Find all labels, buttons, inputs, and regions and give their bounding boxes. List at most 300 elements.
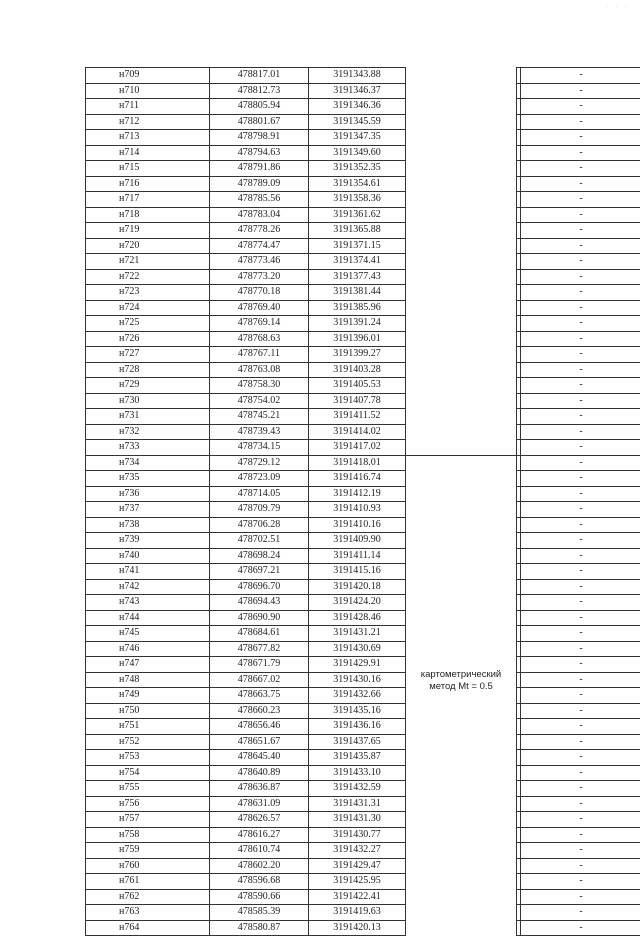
point-name-cell: н712	[86, 114, 210, 130]
table-row	[86, 548, 640, 564]
point-name-cell: н731	[86, 409, 210, 425]
table-row	[86, 827, 640, 843]
accuracy-dash-cell: -	[521, 750, 640, 766]
point-name-cell: н763	[86, 905, 210, 921]
x-coordinate-cell: 478805.94	[210, 99, 309, 115]
accuracy-dash-cell: -	[521, 703, 640, 719]
accuracy-dash-cell: -	[521, 688, 640, 704]
table-row	[86, 347, 640, 363]
y-coordinate-cell: 3191411.14	[309, 548, 406, 564]
accuracy-dash-cell: -	[521, 130, 640, 146]
point-name-cell: н750	[86, 703, 210, 719]
method-cell	[406, 579, 517, 595]
y-coordinate-cell: 3191435.16	[309, 703, 406, 719]
point-name-cell: н752	[86, 734, 210, 750]
method-cell	[406, 424, 517, 440]
table-row	[86, 316, 640, 332]
point-name-cell: н740	[86, 548, 210, 564]
table-row	[86, 68, 640, 84]
point-name-cell: н715	[86, 161, 210, 177]
y-coordinate-cell: 3191430.69	[309, 641, 406, 657]
accuracy-dash-cell: -	[521, 207, 640, 223]
method-cell	[406, 486, 517, 502]
x-coordinate-cell: 478739.43	[210, 424, 309, 440]
scan-corner-mark: · · ·	[606, 4, 630, 10]
table-row	[86, 269, 640, 285]
table-row	[86, 533, 640, 549]
table-row	[86, 920, 640, 936]
table-row	[86, 672, 640, 688]
point-name-cell: н736	[86, 486, 210, 502]
y-coordinate-cell: 3191428.46	[309, 610, 406, 626]
method-cell	[406, 564, 517, 580]
y-coordinate-cell: 3191433.10	[309, 765, 406, 781]
accuracy-dash-cell: -	[521, 269, 640, 285]
accuracy-dash-cell: -	[521, 99, 640, 115]
y-coordinate-cell: 3191371.15	[309, 238, 406, 254]
x-coordinate-cell: 478778.26	[210, 223, 309, 239]
method-cell	[406, 440, 517, 456]
y-coordinate-cell: 3191391.24	[309, 316, 406, 332]
accuracy-dash-cell: -	[521, 440, 640, 456]
accuracy-dash-cell: -	[521, 486, 640, 502]
y-coordinate-cell: 3191349.60	[309, 145, 406, 161]
accuracy-dash-cell: -	[521, 254, 640, 270]
method-cell	[406, 641, 517, 657]
method-cell	[406, 672, 517, 688]
accuracy-dash-cell: -	[521, 812, 640, 828]
x-coordinate-cell: 478801.67	[210, 114, 309, 130]
table-row	[86, 331, 640, 347]
y-coordinate-cell: 3191432.59	[309, 781, 406, 797]
x-coordinate-cell: 478697.21	[210, 564, 309, 580]
x-coordinate-cell: 478585.39	[210, 905, 309, 921]
accuracy-dash-cell: -	[521, 734, 640, 750]
y-coordinate-cell: 3191432.66	[309, 688, 406, 704]
accuracy-dash-cell: -	[521, 564, 640, 580]
x-coordinate-cell: 478734.15	[210, 440, 309, 456]
method-cell	[406, 130, 517, 146]
y-coordinate-cell: 3191352.35	[309, 161, 406, 177]
method-cell	[406, 843, 517, 859]
x-coordinate-cell: 478789.09	[210, 176, 309, 192]
x-coordinate-cell: 478758.30	[210, 378, 309, 394]
table-row	[86, 471, 640, 487]
accuracy-dash-cell: -	[521, 672, 640, 688]
point-name-cell: н733	[86, 440, 210, 456]
y-coordinate-cell: 3191403.28	[309, 362, 406, 378]
method-cell	[406, 626, 517, 642]
point-name-cell: н719	[86, 223, 210, 239]
table-row	[86, 595, 640, 611]
point-name-cell: н711	[86, 99, 210, 115]
table-row	[86, 285, 640, 301]
table-row	[86, 409, 640, 425]
y-coordinate-cell: 3191396.01	[309, 331, 406, 347]
y-coordinate-cell: 3191346.36	[309, 99, 406, 115]
accuracy-dash-cell: -	[521, 920, 640, 936]
y-coordinate-cell: 3191347.35	[309, 130, 406, 146]
table-row	[86, 99, 640, 115]
point-name-cell: н732	[86, 424, 210, 440]
method-cell	[406, 393, 517, 409]
y-coordinate-cell: 3191365.88	[309, 223, 406, 239]
y-coordinate-cell: 3191425.95	[309, 874, 406, 890]
accuracy-dash-cell: -	[521, 300, 640, 316]
table-row	[86, 362, 640, 378]
point-name-cell: н751	[86, 719, 210, 735]
x-coordinate-cell: 478773.46	[210, 254, 309, 270]
x-coordinate-cell: 478580.87	[210, 920, 309, 936]
x-coordinate-cell: 478660.23	[210, 703, 309, 719]
accuracy-dash-cell: -	[521, 114, 640, 130]
accuracy-dash-cell: -	[521, 192, 640, 208]
accuracy-dash-cell: -	[521, 223, 640, 239]
y-coordinate-cell: 3191435.87	[309, 750, 406, 766]
table-row	[86, 688, 640, 704]
point-name-cell: н754	[86, 765, 210, 781]
accuracy-dash-cell: -	[521, 827, 640, 843]
method-cell	[406, 99, 517, 115]
x-coordinate-cell: 478754.02	[210, 393, 309, 409]
point-name-cell: н735	[86, 471, 210, 487]
y-coordinate-cell: 3191420.18	[309, 579, 406, 595]
method-cell	[406, 920, 517, 936]
accuracy-dash-cell: -	[521, 796, 640, 812]
x-coordinate-cell: 478773.20	[210, 269, 309, 285]
x-coordinate-cell: 478610.74	[210, 843, 309, 859]
table-row	[86, 145, 640, 161]
table-row	[86, 858, 640, 874]
accuracy-dash-cell: -	[521, 68, 640, 84]
method-cell	[406, 796, 517, 812]
point-name-cell: н746	[86, 641, 210, 657]
y-coordinate-cell: 3191430.16	[309, 672, 406, 688]
point-name-cell: н726	[86, 331, 210, 347]
point-name-cell: н764	[86, 920, 210, 936]
x-coordinate-cell: 478631.09	[210, 796, 309, 812]
point-name-cell: н721	[86, 254, 210, 270]
accuracy-dash-cell: -	[521, 533, 640, 549]
method-cell	[406, 517, 517, 533]
y-coordinate-cell: 3191419.63	[309, 905, 406, 921]
x-coordinate-cell: 478785.56	[210, 192, 309, 208]
y-coordinate-cell: 3191412.19	[309, 486, 406, 502]
x-coordinate-cell: 478791.86	[210, 161, 309, 177]
y-coordinate-cell: 3191343.88	[309, 68, 406, 84]
point-name-cell: н727	[86, 347, 210, 363]
point-name-cell: н742	[86, 579, 210, 595]
method-cell	[406, 889, 517, 905]
y-coordinate-cell: 3191436.16	[309, 719, 406, 735]
accuracy-dash-cell: -	[521, 889, 640, 905]
y-coordinate-cell: 3191381.44	[309, 285, 406, 301]
table-row	[86, 83, 640, 99]
table-row	[86, 734, 640, 750]
y-coordinate-cell: 3191346.37	[309, 83, 406, 99]
method-cell	[406, 300, 517, 316]
table-row	[86, 657, 640, 673]
method-cell	[406, 316, 517, 332]
table-row	[86, 223, 640, 239]
accuracy-dash-cell: -	[521, 641, 640, 657]
point-name-cell: н714	[86, 145, 210, 161]
x-coordinate-cell: 478640.89	[210, 765, 309, 781]
table-row	[86, 130, 640, 146]
accuracy-dash-cell: -	[521, 874, 640, 890]
accuracy-dash-cell: -	[521, 145, 640, 161]
x-coordinate-cell: 478677.82	[210, 641, 309, 657]
table-row	[86, 455, 640, 471]
point-name-cell: н725	[86, 316, 210, 332]
accuracy-dash-cell: -	[521, 393, 640, 409]
x-coordinate-cell: 478694.43	[210, 595, 309, 611]
accuracy-dash-cell: -	[521, 471, 640, 487]
point-name-cell: н744	[86, 610, 210, 626]
accuracy-dash-cell: -	[521, 347, 640, 363]
point-name-cell: н749	[86, 688, 210, 704]
accuracy-dash-cell: -	[521, 455, 640, 471]
table-row	[86, 564, 640, 580]
coordinates-table-body	[86, 68, 640, 936]
method-cell	[406, 331, 517, 347]
table-row	[86, 781, 640, 797]
method-cell	[406, 502, 517, 518]
accuracy-dash-cell: -	[521, 765, 640, 781]
x-coordinate-cell: 478774.47	[210, 238, 309, 254]
y-coordinate-cell: 3191431.31	[309, 796, 406, 812]
x-coordinate-cell: 478729.12	[210, 455, 309, 471]
method-cell	[406, 858, 517, 874]
table-row	[86, 254, 640, 270]
accuracy-dash-cell: -	[521, 579, 640, 595]
y-coordinate-cell: 3191361.62	[309, 207, 406, 223]
y-coordinate-cell: 3191437.65	[309, 734, 406, 750]
point-name-cell: н722	[86, 269, 210, 285]
accuracy-dash-cell: -	[521, 409, 640, 425]
x-coordinate-cell: 478671.79	[210, 657, 309, 673]
table-row	[86, 486, 640, 502]
y-coordinate-cell: 3191432.27	[309, 843, 406, 859]
y-coordinate-cell: 3191405.53	[309, 378, 406, 394]
accuracy-dash-cell: -	[521, 238, 640, 254]
method-cell	[406, 161, 517, 177]
x-coordinate-cell: 478783.04	[210, 207, 309, 223]
y-coordinate-cell: 3191418.01	[309, 455, 406, 471]
point-name-cell: н718	[86, 207, 210, 223]
method-cell	[406, 207, 517, 223]
method-cell	[406, 409, 517, 425]
point-name-cell: н758	[86, 827, 210, 843]
y-coordinate-cell: 3191358.36	[309, 192, 406, 208]
table-row	[86, 905, 640, 921]
y-coordinate-cell: 3191411.52	[309, 409, 406, 425]
x-coordinate-cell: 478709.79	[210, 502, 309, 518]
table-row	[86, 502, 640, 518]
method-cell	[406, 192, 517, 208]
point-name-cell: н716	[86, 176, 210, 192]
method-cell	[406, 254, 517, 270]
point-name-cell: н730	[86, 393, 210, 409]
y-coordinate-cell: 3191424.20	[309, 595, 406, 611]
method-cell	[406, 145, 517, 161]
point-name-cell: н717	[86, 192, 210, 208]
table-row	[86, 393, 640, 409]
method-label-line-1: картометрический	[406, 669, 516, 681]
point-name-cell: н728	[86, 362, 210, 378]
x-coordinate-cell: 478769.40	[210, 300, 309, 316]
coordinates-table	[85, 67, 640, 936]
y-coordinate-cell: 3191374.41	[309, 254, 406, 270]
table-row	[86, 176, 640, 192]
method-cell	[406, 781, 517, 797]
accuracy-dash-cell: -	[521, 548, 640, 564]
table-row	[86, 610, 640, 626]
x-coordinate-cell: 478702.51	[210, 533, 309, 549]
method-section-divider	[406, 455, 517, 456]
y-coordinate-cell: 3191407.78	[309, 393, 406, 409]
x-coordinate-cell: 478768.63	[210, 331, 309, 347]
table-row	[86, 796, 640, 812]
point-name-cell: н743	[86, 595, 210, 611]
y-coordinate-cell: 3191420.13	[309, 920, 406, 936]
point-name-cell: н753	[86, 750, 210, 766]
x-coordinate-cell: 478645.40	[210, 750, 309, 766]
x-coordinate-cell: 478769.14	[210, 316, 309, 332]
y-coordinate-cell: 3191415.16	[309, 564, 406, 580]
y-coordinate-cell: 3191345.59	[309, 114, 406, 130]
method-cell	[406, 378, 517, 394]
table-row	[86, 626, 640, 642]
point-name-cell: н720	[86, 238, 210, 254]
method-label	[406, 669, 516, 693]
accuracy-dash-cell: -	[521, 626, 640, 642]
y-coordinate-cell: 3191431.30	[309, 812, 406, 828]
point-name-cell: н724	[86, 300, 210, 316]
accuracy-dash-cell: -	[521, 331, 640, 347]
x-coordinate-cell: 478770.18	[210, 285, 309, 301]
accuracy-dash-cell: -	[521, 378, 640, 394]
point-name-cell: н729	[86, 378, 210, 394]
method-cell	[406, 533, 517, 549]
point-name-cell: н734	[86, 455, 210, 471]
method-cell	[406, 114, 517, 130]
point-name-cell: н709	[86, 68, 210, 84]
accuracy-dash-cell: -	[521, 657, 640, 673]
x-coordinate-cell: 478812.73	[210, 83, 309, 99]
point-name-cell: н713	[86, 130, 210, 146]
method-cell	[406, 595, 517, 611]
y-coordinate-cell: 3191417.02	[309, 440, 406, 456]
x-coordinate-cell: 478745.21	[210, 409, 309, 425]
point-name-cell: н738	[86, 517, 210, 533]
y-coordinate-cell: 3191377.43	[309, 269, 406, 285]
y-coordinate-cell: 3191431.21	[309, 626, 406, 642]
method-cell	[406, 703, 517, 719]
table-row	[86, 765, 640, 781]
y-coordinate-cell: 3191385.96	[309, 300, 406, 316]
accuracy-dash-cell: -	[521, 161, 640, 177]
point-name-cell: н747	[86, 657, 210, 673]
method-cell	[406, 68, 517, 84]
method-cell	[406, 548, 517, 564]
x-coordinate-cell: 478616.27	[210, 827, 309, 843]
method-cell	[406, 734, 517, 750]
method-cell	[406, 223, 517, 239]
x-coordinate-cell: 478626.57	[210, 812, 309, 828]
point-name-cell: н755	[86, 781, 210, 797]
accuracy-dash-cell: -	[521, 905, 640, 921]
accuracy-dash-cell: -	[521, 719, 640, 735]
accuracy-dash-cell: -	[521, 362, 640, 378]
point-name-cell: н748	[86, 672, 210, 688]
x-coordinate-cell: 478714.05	[210, 486, 309, 502]
y-coordinate-cell: 3191414.02	[309, 424, 406, 440]
method-cell	[406, 455, 517, 471]
accuracy-dash-cell: -	[521, 316, 640, 332]
method-cell	[406, 874, 517, 890]
method-cell	[406, 765, 517, 781]
method-cell	[406, 176, 517, 192]
y-coordinate-cell: 3191422.41	[309, 889, 406, 905]
method-cell	[406, 827, 517, 843]
point-name-cell: н759	[86, 843, 210, 859]
table-row	[86, 440, 640, 456]
method-cell	[406, 610, 517, 626]
x-coordinate-cell: 478590.66	[210, 889, 309, 905]
point-name-cell: н756	[86, 796, 210, 812]
table-row	[86, 703, 640, 719]
table-row	[86, 579, 640, 595]
x-coordinate-cell: 478696.70	[210, 579, 309, 595]
y-coordinate-cell: 3191416.74	[309, 471, 406, 487]
y-coordinate-cell: 3191430.77	[309, 827, 406, 843]
x-coordinate-cell: 478723.09	[210, 471, 309, 487]
method-cell	[406, 362, 517, 378]
accuracy-dash-cell: -	[521, 502, 640, 518]
table-row	[86, 843, 640, 859]
accuracy-dash-cell: -	[521, 424, 640, 440]
y-coordinate-cell: 3191399.27	[309, 347, 406, 363]
method-label-line-2: метод Mt = 0.5	[406, 681, 516, 693]
method-cell	[406, 750, 517, 766]
accuracy-dash-cell: -	[521, 517, 640, 533]
point-name-cell: н760	[86, 858, 210, 874]
accuracy-dash-cell: -	[521, 843, 640, 859]
table-row	[86, 889, 640, 905]
table-row	[86, 750, 640, 766]
accuracy-dash-cell: -	[521, 610, 640, 626]
table-row	[86, 641, 640, 657]
point-name-cell: н762	[86, 889, 210, 905]
accuracy-dash-cell: -	[521, 595, 640, 611]
point-name-cell: н741	[86, 564, 210, 580]
method-cell	[406, 285, 517, 301]
method-cell	[406, 347, 517, 363]
x-coordinate-cell: 478636.87	[210, 781, 309, 797]
point-name-cell: н710	[86, 83, 210, 99]
point-name-cell: н761	[86, 874, 210, 890]
table-row	[86, 161, 640, 177]
x-coordinate-cell: 478706.28	[210, 517, 309, 533]
accuracy-dash-cell: -	[521, 781, 640, 797]
x-coordinate-cell: 478698.24	[210, 548, 309, 564]
y-coordinate-cell: 3191429.91	[309, 657, 406, 673]
table-row	[86, 874, 640, 890]
point-name-cell: н757	[86, 812, 210, 828]
method-cell	[406, 238, 517, 254]
table-row	[86, 424, 640, 440]
